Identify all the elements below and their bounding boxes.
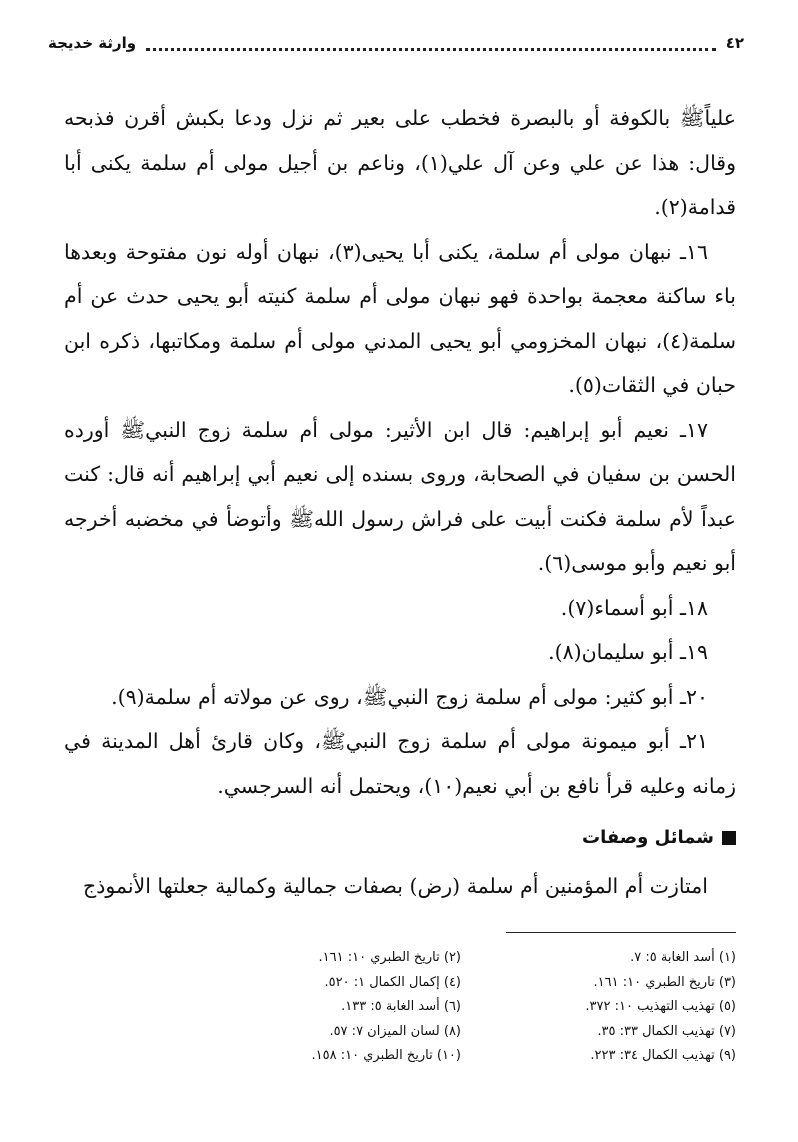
paragraph: ١٧ـ نعيم أبو إبراهيم: قال ابن الأثير: مولى أم سلمة زوج النبيﷺ أورده الحسن بن سفيان في الصحابة، وروى بسنده إلى نعيم أبي إبراهيم أنه قال: كنت عبداً لأم سلمة فكنت أبيت على فراش رسول اللهﷺ وأتوضأ في مخضبه أخرجه أبو نعيم وأبو موسى(٦).	[64, 417, 736, 575]
section-heading	[64, 827, 736, 848]
paragraph: ٢١ـ أبو ميمونة مولى أم سلمة زوج النبيﷺ، وكان قارئ أهل المدينة في زمانه وعليه قرأ نافع بن أبي نعيم(١٠)، ويحتمل أنه السرجسي.	[64, 729, 736, 798]
footnote: (٩) تهذيب الكمال ٣٤: ٢٢٣.	[590, 1048, 736, 1063]
running-title: وارثة خديجة	[48, 34, 137, 52]
paragraph: علياًﷺ بالكوفة أو بالبصرة فخطب على بعير ثم نزل ودعا بكبش أقرن فذبحه وقال: هذا عن علي وعن آل علي(١)، وناعم بن أجيل مولى أم سلمة يكنى أبا قدامة(٢).	[64, 106, 737, 219]
footnote: (١٠) تاريخ الطبري ١٠: ١٥٨.	[311, 1048, 461, 1063]
footnote: (٢) تاريخ الطبري ١٠: ١٦١.	[318, 950, 461, 965]
section-title: شمائل وصفات	[581, 827, 714, 848]
footnote: (٧) تهذيب الكمال ٣٣: ٣٥.	[597, 1023, 736, 1039]
footnote: (٣) تاريخ الطبري ١٠: ١٦١.	[593, 974, 736, 990]
paragraph: ١٨ـ أبو أسماء(٧).	[560, 595, 708, 620]
footnote-divider	[506, 932, 736, 933]
footnotes	[216, 946, 736, 1069]
footnote: (٦) أسد الغابة ٥: ١٣٣.	[341, 999, 461, 1014]
paragraph: ١٦ـ نبهان مولى أم سلمة، يكنى أبا يحيى(٣)، نبهان أوله نون مفتوحة وبعدها باء ساكنة معجمة بواحدة فهو نبهان مولى أم سلمة كنيته أبو يحيى حدث عن أم سلمة(٤)، نبهان المخزومي أبو يحيى المدني مولى أم سلمة ومكاتبها، ذكره ابن حبان في الثقات(٥).	[64, 239, 736, 397]
page-header	[48, 28, 744, 58]
footnote: (٥) تهذيب التهذيب ١٠: ٣٧٢.	[585, 999, 736, 1014]
footnote: (١) أسد الغابة ٥: ٧.	[630, 950, 736, 965]
header-dotted-leader	[146, 48, 716, 51]
square-bullet-icon	[722, 831, 736, 845]
footnote: (٤) إكمال الكمال ١: ٥٢٠.	[324, 974, 461, 990]
paragraph: ١٩ـ أبو سليمان(٨).	[548, 640, 708, 664]
page-number: ٤٢	[725, 34, 744, 52]
paragraph: ٢٠ـ أبو كثير: مولى أم سلمة زوج النبيﷺ، روى عن مولاته أم سلمة(٩).	[111, 684, 708, 709]
main-text	[64, 96, 736, 808]
footnote: (٨) لسان الميزان ٧: ٥٧.	[329, 1023, 461, 1039]
section-body: امتازت أم المؤمنين أم سلمة (رض) بصفات جمالية وكمالية جعلتها الأنموذج	[83, 874, 708, 898]
